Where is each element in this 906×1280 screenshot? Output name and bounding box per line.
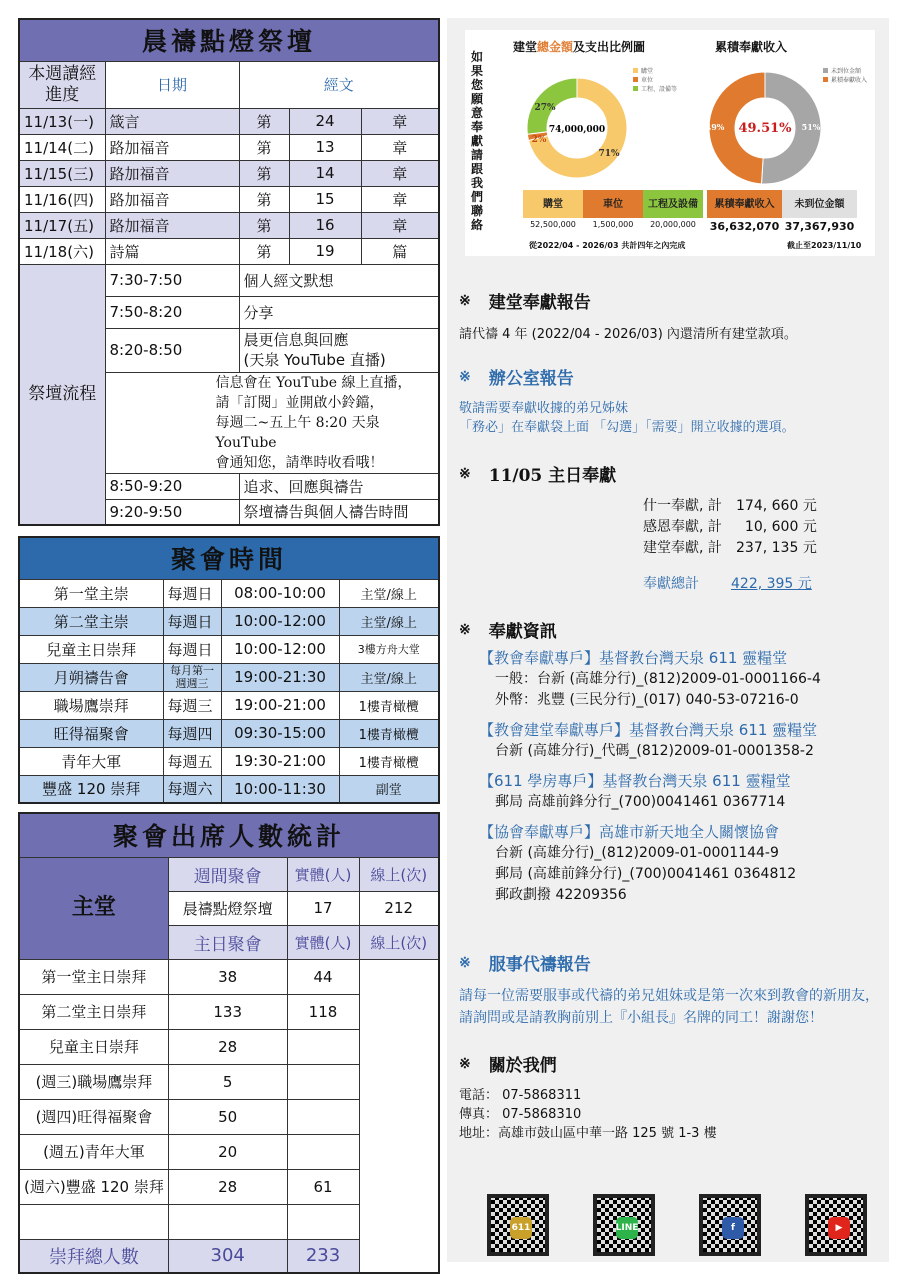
meeting-name: 豐盛 120 崇拜	[19, 775, 163, 803]
meeting-name: 第一堂主崇	[19, 579, 163, 607]
attendance-row	[19, 1099, 439, 1134]
total-label: 崇拜總人數	[19, 1239, 168, 1273]
attendance-online	[287, 1204, 359, 1239]
total-physical: 304	[168, 1239, 287, 1273]
meetings-title: 聚會時間	[19, 537, 439, 579]
reading-di: 第	[239, 212, 289, 238]
office-report-heading	[459, 364, 883, 389]
chart2-table	[707, 190, 857, 218]
chart-center-label: 74,000,000	[548, 125, 606, 135]
account-head: 【協會奉獻專戶】高雄市新天地全人關懷協會	[479, 823, 780, 841]
reading-di: 第	[239, 108, 289, 134]
chart2-values	[707, 220, 857, 233]
chart2-footnote: 截止至2023/11/10	[787, 241, 862, 250]
attendance-row	[19, 994, 439, 1029]
attendance-online: 44	[287, 959, 359, 994]
attendance-title: 聚會出席人數統計	[19, 813, 439, 857]
data-label: 2%	[531, 135, 547, 145]
reading-unit: 篇	[361, 238, 439, 264]
chart-table-amount: 1,500,000	[592, 220, 634, 229]
about-title: 關於我們	[488, 1056, 557, 1076]
side-label-flow: 祭壇流程	[19, 264, 105, 525]
meeting-row	[19, 691, 439, 719]
website-qr-code[interactable]	[487, 1194, 549, 1256]
meeting-day: 每月第一週週三	[163, 663, 221, 691]
meeting-name: 青年大軍	[19, 747, 163, 775]
attendance-name: (週六)豐盛 120 崇拜	[19, 1169, 168, 1204]
note-line: 請「訂閱」並開啟小鈴鐺，	[215, 394, 384, 411]
prayer-table	[18, 18, 440, 526]
attendance-online	[287, 1099, 359, 1134]
reading-date: 11/14(二)	[19, 134, 105, 160]
meeting-row	[19, 719, 439, 747]
offering-label: 建堂奉獻, 計	[643, 540, 722, 556]
flow-text: 晨更信息與回應	[243, 331, 349, 349]
service-heading	[459, 950, 883, 975]
attendance-name: 第二堂主日崇拜	[19, 994, 168, 1029]
reference-mark: ※	[459, 621, 471, 638]
account-list	[479, 648, 883, 906]
chart-table-amount: 52,500,000	[530, 220, 576, 229]
meeting-name: 旺得福聚會	[19, 719, 163, 747]
attendance-name: (週五)青年大軍	[19, 1134, 168, 1169]
reading-di: 第	[239, 238, 289, 264]
meeting-day: 每週六	[163, 775, 221, 803]
service-text: 請每一位需要服事或代禱的弟兄姐妹或是第一次來到教會的新朋友，請詢問或是請教胸前別上『小組長』名牌的同工！謝謝您！	[459, 988, 879, 1026]
col-online: 線上(次)	[359, 857, 439, 891]
right-column	[447, 18, 889, 1262]
chart1-title	[513, 38, 645, 55]
offering-item	[643, 496, 883, 517]
building-report-text: 請代禱 4 年 (2022/04 - 2026/03) 內還清所有建堂款項。	[459, 327, 797, 342]
meeting-row	[19, 607, 439, 635]
data-label: 49.51%	[738, 121, 792, 136]
office-line: 敬請需要奉獻收據的弟兄姊妹	[459, 401, 629, 416]
chart-table-label: 車位	[583, 190, 643, 218]
reading-book: 路加福音	[105, 186, 239, 212]
chart-table-amount: 36,632,070	[709, 220, 780, 233]
chart1-values	[523, 220, 703, 229]
meeting-name: 第二堂主崇	[19, 607, 163, 635]
meeting-time: 08:00-10:00	[221, 579, 339, 607]
office-report-text	[459, 399, 883, 437]
chart1-footnote: 從2022/04 - 2026/03 共計四年之內完成	[529, 241, 686, 250]
attendance-name: 第一堂主日崇拜	[19, 959, 168, 994]
youtube-qr-code[interactable]	[805, 1194, 867, 1256]
flow-time: 7:30-7:50	[105, 264, 239, 296]
note-line: 每週二~五上午 8:20 天泉 YouTube	[215, 414, 380, 451]
chart1-table	[523, 190, 703, 218]
col-physical: 實體(人)	[287, 925, 359, 959]
reading-date: 11/18(六)	[19, 238, 105, 264]
info-title: 奉獻資訊	[488, 622, 557, 642]
data-label: 51%	[801, 122, 821, 132]
meeting-time: 19:00-21:30	[221, 663, 339, 691]
address: 地址：高雄市鼓山區中華一路 125 號 1-3 樓	[459, 1126, 717, 1141]
legend-swatch	[823, 68, 828, 73]
reading-chapter: 13	[289, 134, 361, 160]
attendance-online: 61	[287, 1169, 359, 1204]
attendance-physical: 28	[168, 1169, 287, 1204]
offering-title: 11/05 主日奉獻	[488, 466, 617, 486]
account-head: 【611 學房專戶】基督教台灣天泉 611 靈糧堂	[479, 772, 791, 790]
reference-mark: ※	[459, 1055, 471, 1072]
reading-chapter: 14	[289, 160, 361, 186]
chart-table-label: 購堂	[523, 190, 583, 218]
reference-mark: ※	[459, 368, 471, 385]
flow-time: 8:50-9:20	[105, 473, 239, 499]
reading-date: 11/17(五)	[19, 212, 105, 238]
attendance-name	[19, 1204, 168, 1239]
account-line: 郵局 高雄前鋒分行_(700)0041461 0367714	[495, 794, 786, 810]
chart-side-text: 如果您願意奉獻請跟我們聯絡	[471, 50, 484, 232]
meeting-place: 主堂/線上	[339, 579, 439, 607]
reference-mark: ※	[459, 292, 471, 309]
meeting-place: 1樓青橄欖	[339, 719, 439, 747]
offering-item	[643, 538, 883, 559]
meeting-row	[19, 747, 439, 775]
meeting-place: 主堂/線上	[339, 663, 439, 691]
sunday-header: 主日聚會	[168, 925, 287, 959]
account-line: 台新 (高雄分行)_代碼_(812)2009-01-0001358-2	[495, 743, 814, 759]
chart2-title: 累積奉獻收入	[715, 40, 788, 54]
side-label-reading: 本週讀經進度	[19, 61, 105, 108]
attendance-online	[287, 1134, 359, 1169]
attendance-physical: 133	[168, 994, 287, 1029]
offering-heading	[459, 461, 883, 486]
legend-label: 車位	[641, 77, 654, 84]
offering-unit: 元	[802, 540, 817, 556]
reference-mark: ※	[459, 465, 471, 482]
account-head: 【教會建堂奉獻專戶】基督教台灣天泉 611 靈糧堂	[479, 721, 818, 739]
offering-amount: 174, 660	[736, 498, 799, 514]
offering-amount: 237, 135	[736, 540, 799, 556]
reading-row	[19, 160, 439, 186]
website-icon: 611	[510, 1217, 532, 1239]
flow-text-2: (天泉 YouTube 直播)	[243, 351, 386, 369]
reading-unit: 章	[361, 134, 439, 160]
col-physical: 實體(人)	[287, 857, 359, 891]
header-date: 日期	[105, 61, 239, 108]
total-online: 233	[287, 1239, 359, 1273]
building-report-heading	[459, 288, 883, 313]
chart1-title-b: 總金額	[537, 40, 574, 54]
chart-table-label: 累積奉獻收入	[707, 190, 782, 218]
chart-table-amount: 20,000,000	[650, 220, 696, 229]
meeting-day: 每週三	[163, 691, 221, 719]
facebook-icon: f	[722, 1217, 744, 1239]
meeting-day: 每週日	[163, 635, 221, 663]
legend-swatch	[633, 86, 638, 91]
office-line: 「務必」在奉獻袋上面 「勾選」「需要」開立收據的選項。	[459, 420, 795, 435]
meeting-name: 月朔禱告會	[19, 663, 163, 691]
flow-text: 分享	[239, 296, 439, 328]
meeting-place: 副堂	[339, 775, 439, 803]
fax-number: 傳真： 07-5868310	[459, 1107, 582, 1122]
meeting-name: 兒童主日崇拜	[19, 635, 163, 663]
pie-chart-building	[515, 60, 685, 190]
legend-label: 工程、設備等	[641, 86, 678, 93]
legend-label: 購堂	[641, 68, 654, 75]
account-line: 台新 (高雄分行)_(812)2009-01-0001144-9	[495, 845, 779, 861]
legend-swatch	[633, 68, 638, 73]
reading-di: 第	[239, 134, 289, 160]
meeting-time: 10:00-11:30	[221, 775, 339, 803]
attendance-name: 兒童主日崇拜	[19, 1029, 168, 1064]
meeting-place: 主堂/線上	[339, 607, 439, 635]
reading-unit: 章	[361, 108, 439, 134]
meeting-name: 職場鷹崇拜	[19, 691, 163, 719]
attendance-online	[287, 1029, 359, 1064]
meeting-row	[19, 775, 439, 803]
meeting-row	[19, 635, 439, 663]
meeting-time: 19:30-21:00	[221, 747, 339, 775]
legend-swatch	[633, 77, 638, 82]
attendance-name: (週四)旺得福聚會	[19, 1099, 168, 1134]
flow-text: 個人經文默想	[239, 264, 439, 296]
meeting-row	[19, 663, 439, 691]
youtube-icon: ▶	[828, 1217, 850, 1239]
offering-item	[643, 517, 883, 538]
building-fund-chart-panel	[465, 30, 875, 256]
service-title: 服事代禱報告	[488, 955, 591, 975]
offering-label: 感恩奉獻, 計	[643, 519, 722, 535]
prayer-title: 晨禱點燈祭壇	[19, 19, 439, 61]
meeting-time: 10:00-12:00	[221, 635, 339, 663]
chart-table-label: 工程及設備	[643, 190, 703, 218]
attendance-physical: 20	[168, 1134, 287, 1169]
meeting-place: 1樓青橄欖	[339, 691, 439, 719]
weekly-header: 週間聚會	[168, 857, 287, 891]
offering-total-label: 奉獻總計	[643, 576, 699, 592]
reading-unit: 章	[361, 186, 439, 212]
attendance-row	[19, 1134, 439, 1169]
phone-number: 電話： 07-5868311	[459, 1088, 582, 1103]
chart-table-amount: 37,367,930	[784, 220, 855, 233]
legend-swatch	[823, 77, 828, 82]
legend-label: 累積奉獻收入	[831, 77, 868, 84]
about-heading	[459, 1051, 883, 1076]
reading-date: 11/16(四)	[19, 186, 105, 212]
reading-row	[19, 108, 439, 134]
offering-total-value: 422, 395 元	[731, 576, 812, 592]
attendance-physical: 38	[168, 959, 287, 994]
col-online: 線上(次)	[359, 925, 439, 959]
info-heading	[459, 617, 883, 642]
flow-time: 9:20-9:50	[105, 499, 239, 525]
pie-chart-offering	[703, 60, 875, 190]
meeting-day: 每週五	[163, 747, 221, 775]
left-column	[18, 18, 440, 1274]
chart1-title-c: 及支出比例圖	[573, 40, 646, 54]
attendance-physical: 50	[168, 1099, 287, 1134]
weekly-name: 晨禱點燈祭壇	[168, 891, 287, 925]
attendance-online: 118	[287, 994, 359, 1029]
reading-date: 11/13(一)	[19, 108, 105, 134]
attendance-name: (週三)職場鷹崇拜	[19, 1064, 168, 1099]
legend-label: 未到位金額	[831, 68, 862, 75]
meeting-place: 1樓青橄欖	[339, 747, 439, 775]
header-scripture: 經文	[239, 61, 439, 108]
attendance-row	[19, 1029, 439, 1064]
attendance-online	[287, 1064, 359, 1099]
account-line: 郵政劃撥 42209356	[495, 887, 627, 903]
attendance-table	[18, 812, 440, 1274]
meeting-time: 10:00-12:00	[221, 607, 339, 635]
qr-code-row	[487, 1194, 867, 1256]
reading-chapter: 15	[289, 186, 361, 212]
office-report-title: 辦公室報告	[488, 369, 574, 389]
meeting-day: 每週日	[163, 607, 221, 635]
meeting-day: 每週四	[163, 719, 221, 747]
account-head: 【教會奉獻專戶】基督教台灣天泉 611 靈糧堂	[479, 649, 788, 667]
data-label: 49%	[705, 122, 725, 132]
reading-unit: 章	[361, 160, 439, 186]
flow-time: 8:20-8:50	[105, 328, 239, 372]
account-line: 外幣：兆豐 (三民分行)_(017) 040-53-07216-0	[495, 692, 799, 708]
reading-chapter: 19	[289, 238, 361, 264]
attendance-physical	[168, 1204, 287, 1239]
offering-total	[643, 573, 883, 593]
account-line: 郵局 (高雄前鋒分行)_(700)0041461 0364812	[495, 866, 797, 882]
youtube-note	[105, 372, 439, 473]
reading-chapter: 24	[289, 108, 361, 134]
reading-book: 箴言	[105, 108, 239, 134]
attendance-row	[19, 1169, 439, 1204]
reading-row	[19, 238, 439, 264]
note-line: 會通知您，請準時收看哦！	[215, 454, 384, 471]
meeting-day: 每週日	[163, 579, 221, 607]
data-label: 71%	[598, 149, 620, 159]
offering-list	[643, 496, 883, 559]
line-qr-code[interactable]	[593, 1194, 655, 1256]
attendance-physical: 28	[168, 1029, 287, 1064]
reading-row	[19, 186, 439, 212]
line-icon: LINE	[616, 1217, 638, 1239]
attendance-row	[19, 1064, 439, 1099]
about-info	[459, 1086, 883, 1143]
reading-di: 第	[239, 160, 289, 186]
meeting-place: 3樓方舟大堂	[339, 635, 439, 663]
attendance-physical: 5	[168, 1064, 287, 1099]
attendance-row	[19, 959, 439, 994]
meetings-table	[18, 536, 440, 804]
reading-unit: 章	[361, 212, 439, 238]
weekly-physical: 17	[287, 891, 359, 925]
data-label: 27%	[534, 103, 556, 113]
meeting-time: 19:00-21:00	[221, 691, 339, 719]
offering-amount: 10, 600	[744, 519, 799, 535]
reports	[459, 270, 883, 1143]
reference-mark: ※	[459, 954, 471, 971]
offering-unit: 元	[802, 498, 817, 514]
reading-book: 路加福音	[105, 212, 239, 238]
building-report-title: 建堂奉獻報告	[488, 293, 591, 313]
reading-chapter: 16	[289, 212, 361, 238]
reading-date: 11/15(三)	[19, 160, 105, 186]
meeting-row	[19, 579, 439, 607]
weekly-online: 212	[359, 891, 439, 925]
chart1-title-a: 建堂	[513, 40, 538, 54]
meeting-time: 09:30-15:00	[221, 719, 339, 747]
reading-row	[19, 212, 439, 238]
flow-time: 7:50-8:20	[105, 296, 239, 328]
attendance-side-label: 主堂	[19, 857, 168, 959]
reading-di: 第	[239, 186, 289, 212]
attendance-row	[19, 1204, 439, 1239]
flow-text: 追求、回應與禱告	[239, 473, 439, 499]
flow-text: 祭壇禱告與個人禱告時間	[239, 499, 439, 525]
reading-book: 路加福音	[105, 160, 239, 186]
facebook-qr-code[interactable]	[699, 1194, 761, 1256]
reading-book: 路加福音	[105, 134, 239, 160]
reading-row	[19, 134, 439, 160]
offering-label: 什一奉獻, 計	[643, 498, 722, 514]
offering-unit: 元	[802, 519, 817, 535]
chart-table-label: 未到位金額	[782, 190, 857, 218]
note-line: 信息會在 YouTube 線上直播，	[215, 374, 412, 391]
account-line: 一般：台新 (高雄分行)_(812)2009-01-0001166-4	[495, 671, 821, 687]
reading-book: 詩篇	[105, 238, 239, 264]
